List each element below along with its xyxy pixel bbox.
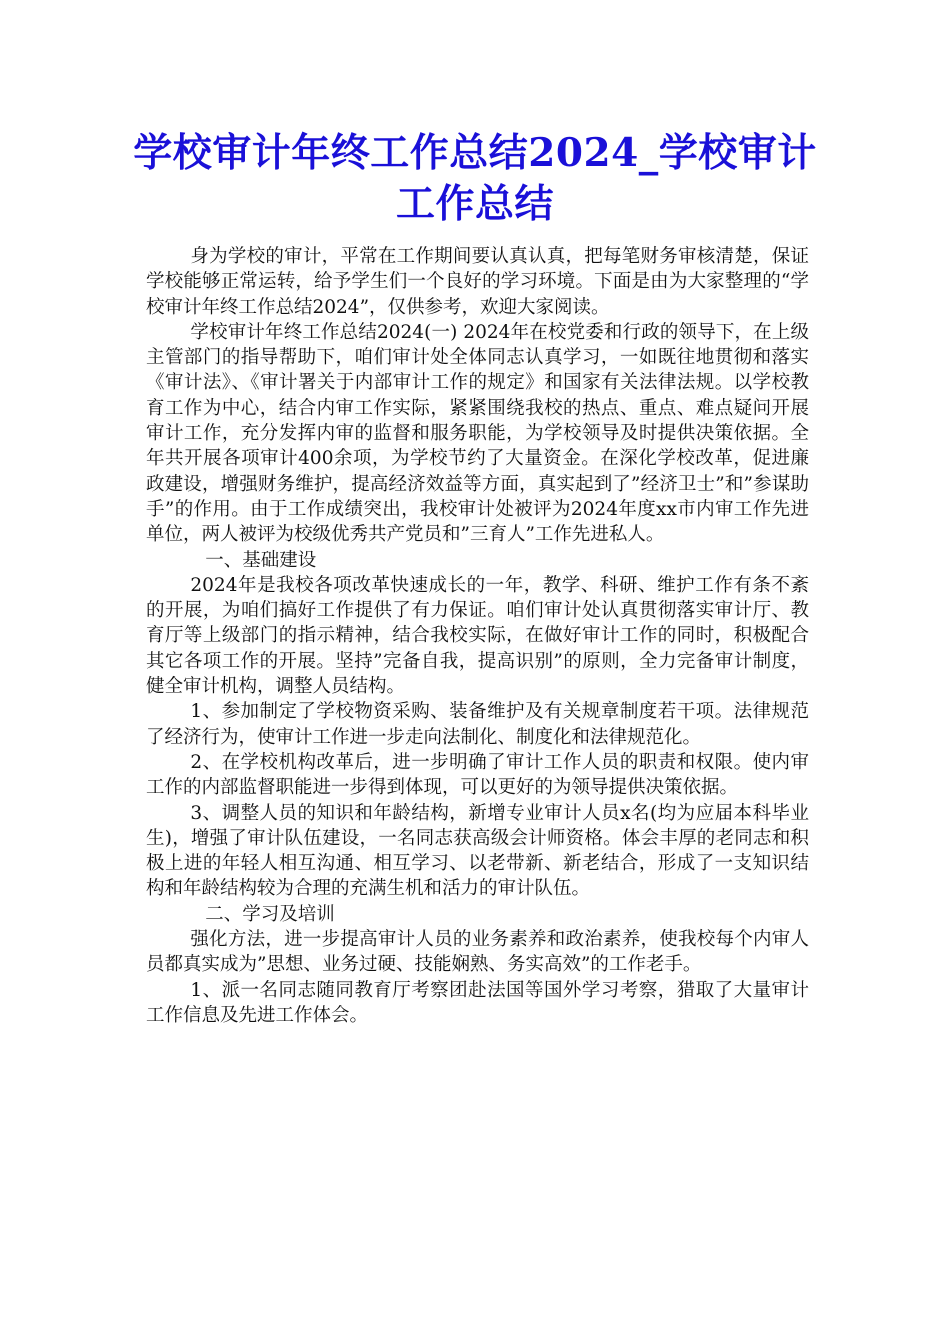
foundation-item-2: 2、在学校机构改革后，进一步明确了审计工作人员的职责和权限。使内审工作的内部监督职能进一步得到体现，可以更好的为领导提供决策依据。 <box>146 751 809 799</box>
section-heading-training: 二、学习及培训 <box>205 903 335 925</box>
training-paragraph: 强化方法，进一步提高审计人员的业务素养和政治素养，使我校每个内审人员都真实成为”思想、业务过硬、技能娴熟、务实高效”的工作老手。 <box>146 929 809 976</box>
training-item-1: 1、派一名同志随同教育厅考察团赴法国等国外学习考察，猎取了大量审计工作信息及先进工作体会。 <box>146 979 809 1026</box>
foundation-item-1: 1、参加制定了学校物资采购、装备维护及有关规章制度若干项。法律规范了经济行为，使审计工作进一步走向法制化、制度化和法律规范化。 <box>146 701 809 748</box>
document-body <box>146 244 809 1028</box>
foundation-item-3: 3、调整人员的知识和年龄结构，新增专业审计人员x名(均为应届本科毕业生)，增强了审计队伍建设，一名同志获高级会计师资格。体会丰厚的老同志和积极上进的年轻人相互沟通、相互学习、以老带新、新老结合，形成了一支知识结构和年龄结构较为合理的充满生机和活力的审计队伍。 <box>146 802 809 900</box>
summary-paragraph: 学校审计年终工作总结2024(一) 2024年在校党委和行政的领导下，在上级主管部门的指导帮助下，咱们审计处全体同志认真学习，一如既往地贯彻和落实《审计法》、《审计署关于内部审计工作的规定》和国家有关法律法规。以学校教育工作为中心，结合内审工作实际，紧紧围绕我校的热点、重点、难点疑问开展审计工作，充分发挥内审的监督和服务职能，为学校领导及时提供决策依据。全年共开展各项审计400余项，为学校节约了大量资金。在深化学校改革，促进廉政建设，增强财务维护，提高经济效益等方面，真实起到了”经济卫士”和”参谋助手”的作用。由于工作成绩突出，我校审计处被评为2024年度xx市内审工作先进单位，两人被评为校级优秀共产党员和”三育人”工作先进私人。 <box>146 321 809 546</box>
section-heading-foundation: 一、基础建设 <box>205 549 317 571</box>
foundation-paragraph: 2024年是我校各项改革快速成长的一年，教学、科研、维护工作有条不紊的开展，为咱们搞好工作提供了有力保证。咱们审计处认真贯彻落实审计厅、教育厅等上级部门的指示精神，结合我校实际，在做好审计工作的同时，积极配合其它各项工作的开展。坚持”完备自我，提高识别”的原则，全力完备审计制度，健全审计机构，调整人员结构。 <box>146 574 809 698</box>
document-title: 学校审计年终工作总结2024_学校审计工作总结 <box>133 130 817 227</box>
intro-paragraph: 身为学校的审计，平常在工作期间要认真认真，把每笔财务审核清楚，保证学校能够正常运转，给予学生们一个良好的学习环境。下面是由为大家整理的“学校审计年终工作总结2024”，仅供参考，欢迎大家阅读。 <box>146 246 809 318</box>
